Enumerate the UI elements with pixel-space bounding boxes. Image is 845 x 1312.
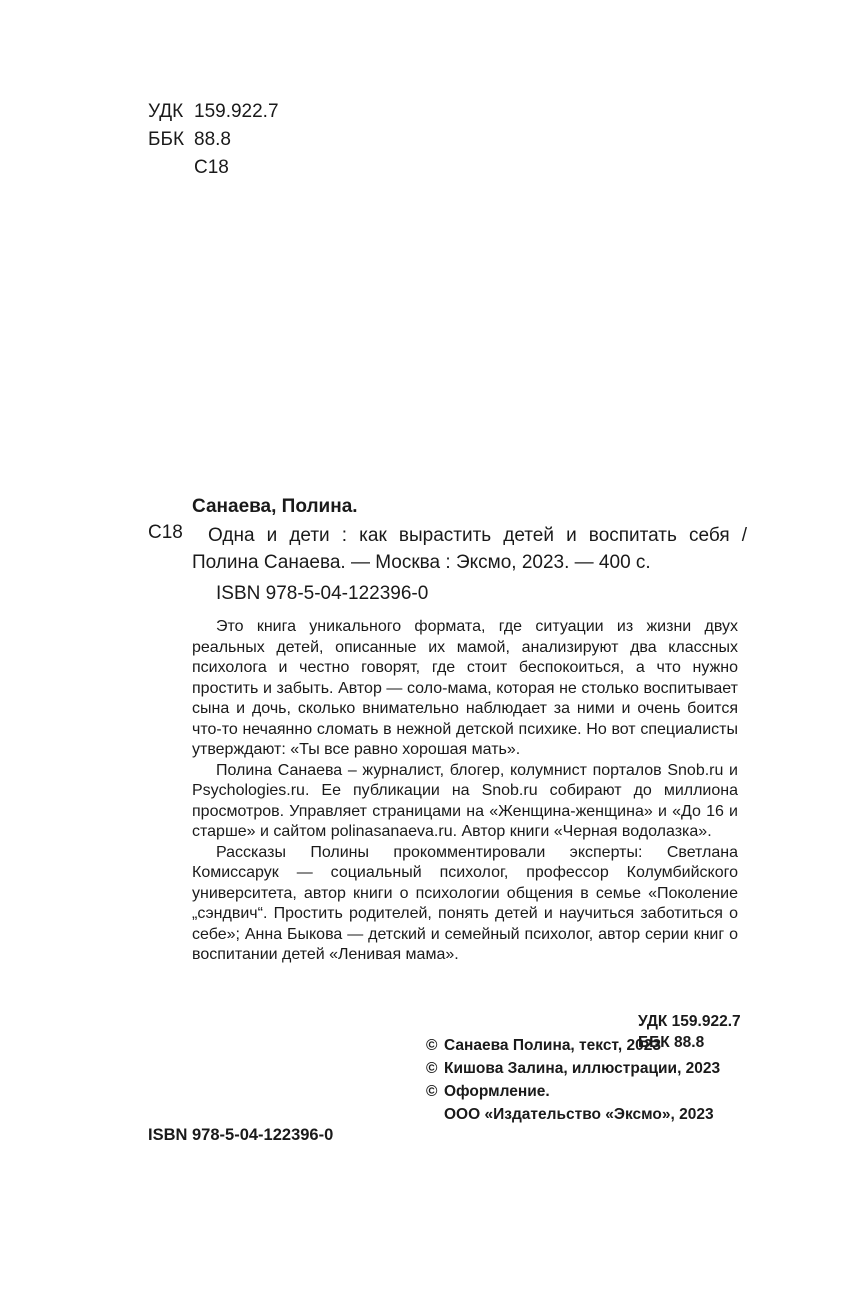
author-mark: С18 (194, 157, 229, 178)
author-heading: Санаева, Полина. (192, 496, 358, 517)
catalog-author-mark: С18 (148, 522, 183, 543)
copyright-line-1 (426, 1034, 720, 1057)
copyright-line-3 (426, 1080, 720, 1103)
udk-label: УДК (148, 101, 184, 122)
copyright-block (426, 1034, 720, 1126)
copyright-text-1: Санаева Полина, текст, 2023 (444, 1037, 661, 1054)
copyright-text-2: Кишова Залина, иллюстрации, 2023 (444, 1060, 721, 1077)
bbk-label: ББК (148, 129, 185, 150)
bbk-row (148, 126, 279, 154)
udk-value: 159.922.7 (194, 101, 279, 122)
copyright-symbol: © (426, 1060, 438, 1077)
annotation-paragraph-3: Рассказы Полины прокомментировали эксперты: Светлана Комиссарук — социальный психолог, профессор Колумбийского университета, автор книги о психологии общения в семье «Поколение „сэндвич“. Простить родителей, понять детей и научиться заботиться о себе»; Анна Быкова — детский и семейный психолог, автор серии книг о воспитании детей «Ленивая мама». (192, 843, 738, 963)
copyright-text-3: Оформление. (444, 1083, 550, 1100)
bbk-bottom: ББК 88.8 (638, 1034, 705, 1051)
isbn-bottom: ISBN 978-5-04-122396-0 (148, 1126, 334, 1144)
annotation (192, 617, 738, 966)
copyright-text-4: ООО «Издательство «Эксмо», 2023 (444, 1106, 714, 1123)
title-line-1: Одна и дети : как вырастить детей и воспитать себя / (208, 525, 747, 546)
udk-bottom: УДК 159.922.7 (638, 1013, 741, 1030)
copyright-symbol: © (426, 1037, 438, 1054)
copyright-line-2 (426, 1057, 720, 1080)
copyright-symbol: © (426, 1083, 438, 1100)
bbk-value: 88.8 (194, 129, 231, 150)
title-line-2: Полина Санаева. — Москва : Эксмо, 2023. — 400 с. (192, 552, 651, 573)
bibliographic-description (192, 522, 747, 576)
catalog-isbn: ISBN 978-5-04-122396-0 (216, 583, 429, 604)
annotation-paragraph-2: Полина Санаева – журналист, блогер, колумнист порталов Snob.ru и Psychologies.ru. Ее публикации на Snob.ru собирают до миллиона просмотров. Управляет страницами на «Женщина-женщина» и «До 16 и старше» и сайтом polinasanaeva.ru. Автор книги «Черная водолазка». (192, 761, 738, 840)
annotation-paragraph-1: Это книга уникального формата, где ситуации из жизни двух реальных детей, описанные их мамой, анализируют два классных психолога и честно говорят, где стоит беспокоиться, а что нужно простить и забыть. Автор — соло-мама, которая не столько воспитывает сына и дочь, сколько внимательно наблюдает за ними и очень боится что-то нечаянно сломать в нежной детской психике. Но вот специалисты утверждают: «Ты все равно хорошая мать». (192, 618, 738, 758)
udk-row (148, 98, 279, 126)
classification-codes-top (148, 98, 279, 182)
